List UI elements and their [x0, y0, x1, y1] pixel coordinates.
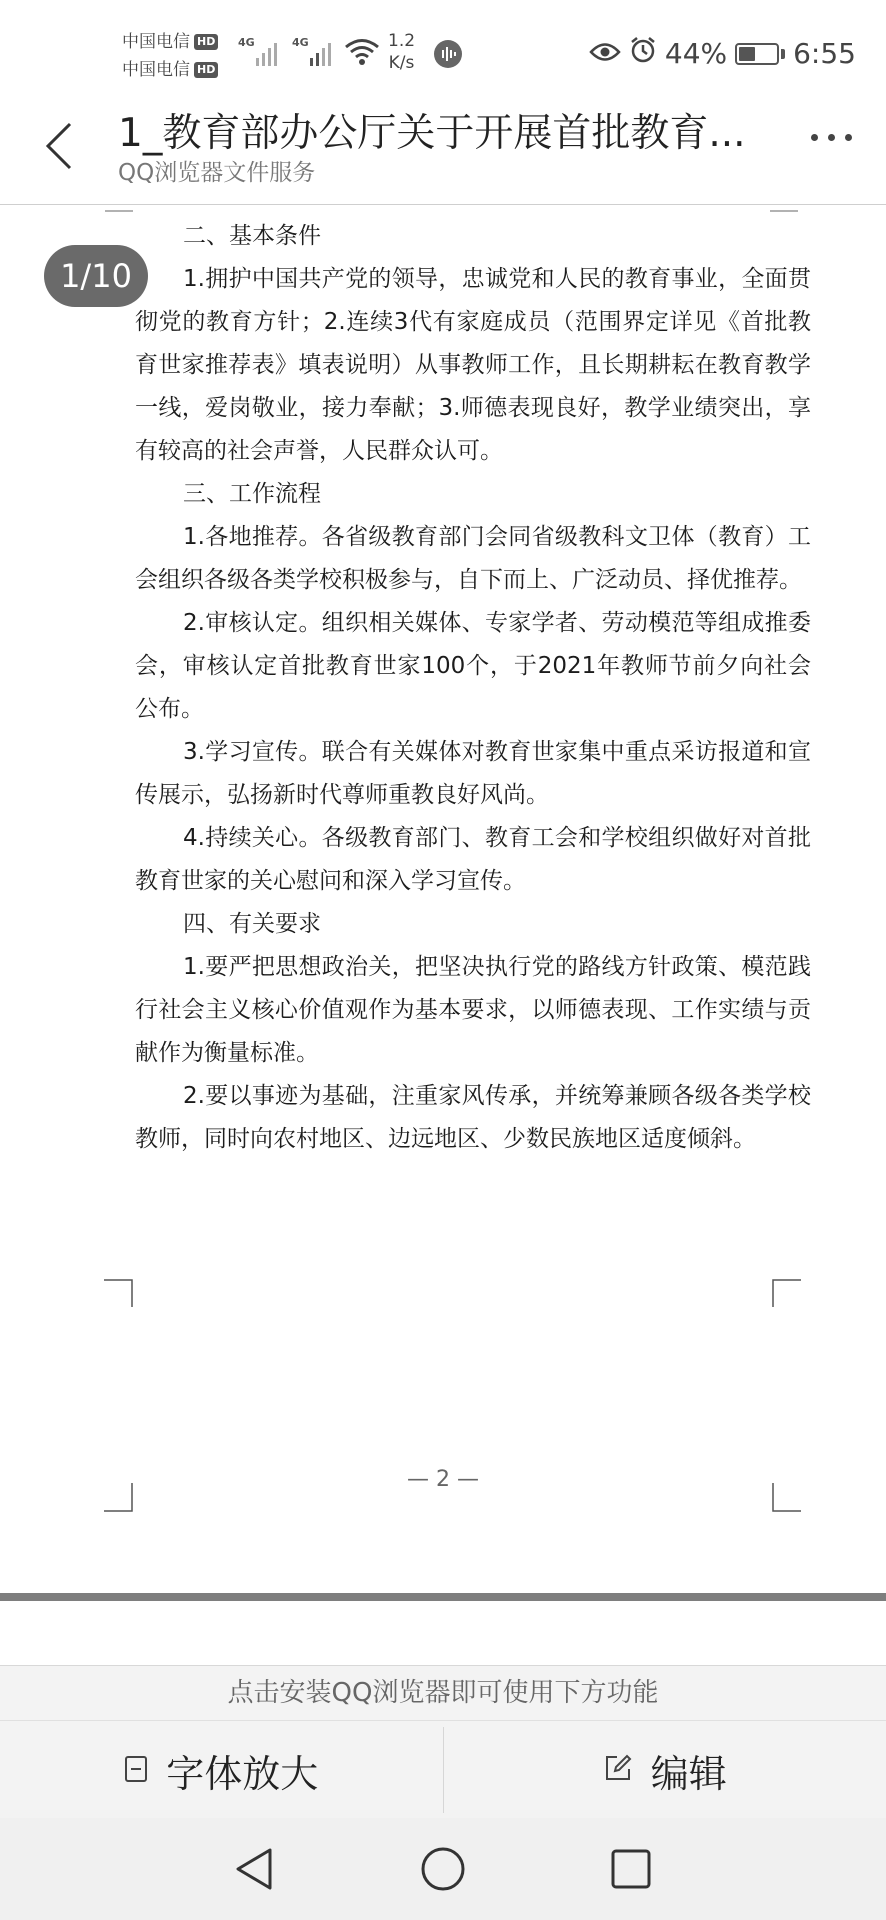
back-arrow-icon[interactable]	[40, 118, 80, 174]
system-nav-bar	[0, 1818, 886, 1920]
page-1-text	[135, 215, 811, 1161]
network-type: 4G	[292, 36, 309, 49]
net-speed: 1.2 K/s	[388, 31, 416, 73]
bottom-toolbar	[0, 1720, 886, 1819]
section-heading: 二、基本条件	[183, 223, 321, 249]
nav-home-icon[interactable]	[420, 1846, 466, 1892]
battery-tip	[781, 49, 785, 59]
nav-back-icon[interactable]	[232, 1846, 276, 1892]
paragraph: 1.要严把思想政治关，把坚决执行党的路线方针政策、模范践行社会主义核心价值观作为基本要求，以师德表现、工作实绩与贡献作为衡量标准。	[135, 954, 811, 1066]
carrier-2: 中国电信	[122, 60, 190, 80]
carrier-1: 中国电信	[122, 32, 190, 52]
section-heading: 四、有关要求	[183, 911, 321, 937]
paragraph: 4.持续关心。各级教育部门、教育工会和学校组织做好对首批教育世家的关心慰问和深入学习宣传。	[135, 825, 811, 894]
title-bar	[0, 92, 886, 205]
carrier-info	[122, 28, 218, 84]
battery-percent: 44%	[664, 37, 728, 70]
more-dots-icon[interactable]	[811, 134, 852, 141]
paragraph: 2.要以事迹为基础，注重家风传承，并统筹兼顾各级各类学校教师，同时向农村地区、边远地区、少数民族地区适度倾斜。	[135, 1083, 811, 1152]
document-source: QQ浏览器文件服务	[118, 160, 316, 186]
alarm-icon	[629, 36, 657, 71]
paragraph: 1.拥护中国共产党的领导，忠诚党和人民的教育事业，全面贯彻党的教育方针；2.连续3代有家庭成员（范围界定详见《首批教育世家推荐表》填表说明）从事教师工作，且长期耕耘在教育教学一线，爱岗敬业，接力奉献；3.师德表现良好，教学业绩突出，享有较高的社会声誉，人民群众认可。	[135, 266, 811, 464]
crop-mark	[104, 1483, 134, 1513]
page-number: — 2 —	[407, 1467, 479, 1492]
voice-icon	[434, 40, 462, 68]
crop-mark	[104, 1279, 134, 1309]
eye-icon	[589, 37, 621, 70]
section-heading: 三、工作流程	[183, 481, 321, 507]
status-bar	[0, 0, 886, 92]
crop-mark	[771, 1279, 801, 1309]
crop-mark	[771, 1483, 801, 1513]
font-enlarge-button[interactable]	[0, 1721, 443, 1819]
edit-label: 编辑	[650, 1751, 727, 1796]
hd-badge: HD	[194, 34, 218, 50]
edit-button[interactable]	[444, 1721, 886, 1819]
font-enlarge-icon	[124, 1748, 148, 1792]
document-viewer[interactable]	[0, 205, 886, 1665]
crop-mark	[105, 205, 135, 229]
hd-badge: HD	[194, 62, 218, 78]
page-indicator: 1/10	[44, 245, 148, 307]
network-type: 4G	[238, 36, 255, 49]
edit-icon	[603, 1748, 633, 1792]
page-separator	[0, 1593, 886, 1601]
status-right	[589, 36, 856, 71]
font-enlarge-label: 字体放大	[166, 1751, 319, 1796]
paragraph: 1.各地推荐。各省级教育部门会同省级教科文卫体（教育）工会组织各级各类学校积极参与，自下而上、广泛动员、择优推荐。	[135, 524, 811, 593]
document-title: 1_教育部办公厅关于开展首批教育...	[118, 111, 746, 156]
paragraph: 3.学习宣传。联合有关媒体对教育世家集中重点采访报道和宣传展示，弘扬新时代尊师重教良好风尚。	[135, 739, 811, 808]
nav-recents-icon[interactable]	[610, 1846, 652, 1892]
wifi-icon	[344, 38, 380, 70]
paragraph: 2.审核认定。组织相关媒体、专家学者、劳动模范等组成推委会，审核认定首批教育世家100个，于2021年教师节前夕向社会公布。	[135, 610, 811, 722]
clock: 6:55	[793, 37, 856, 70]
battery-icon	[735, 43, 779, 65]
install-promo-banner[interactable]: 点击安装QQ浏览器即可使用下方功能	[0, 1665, 886, 1721]
